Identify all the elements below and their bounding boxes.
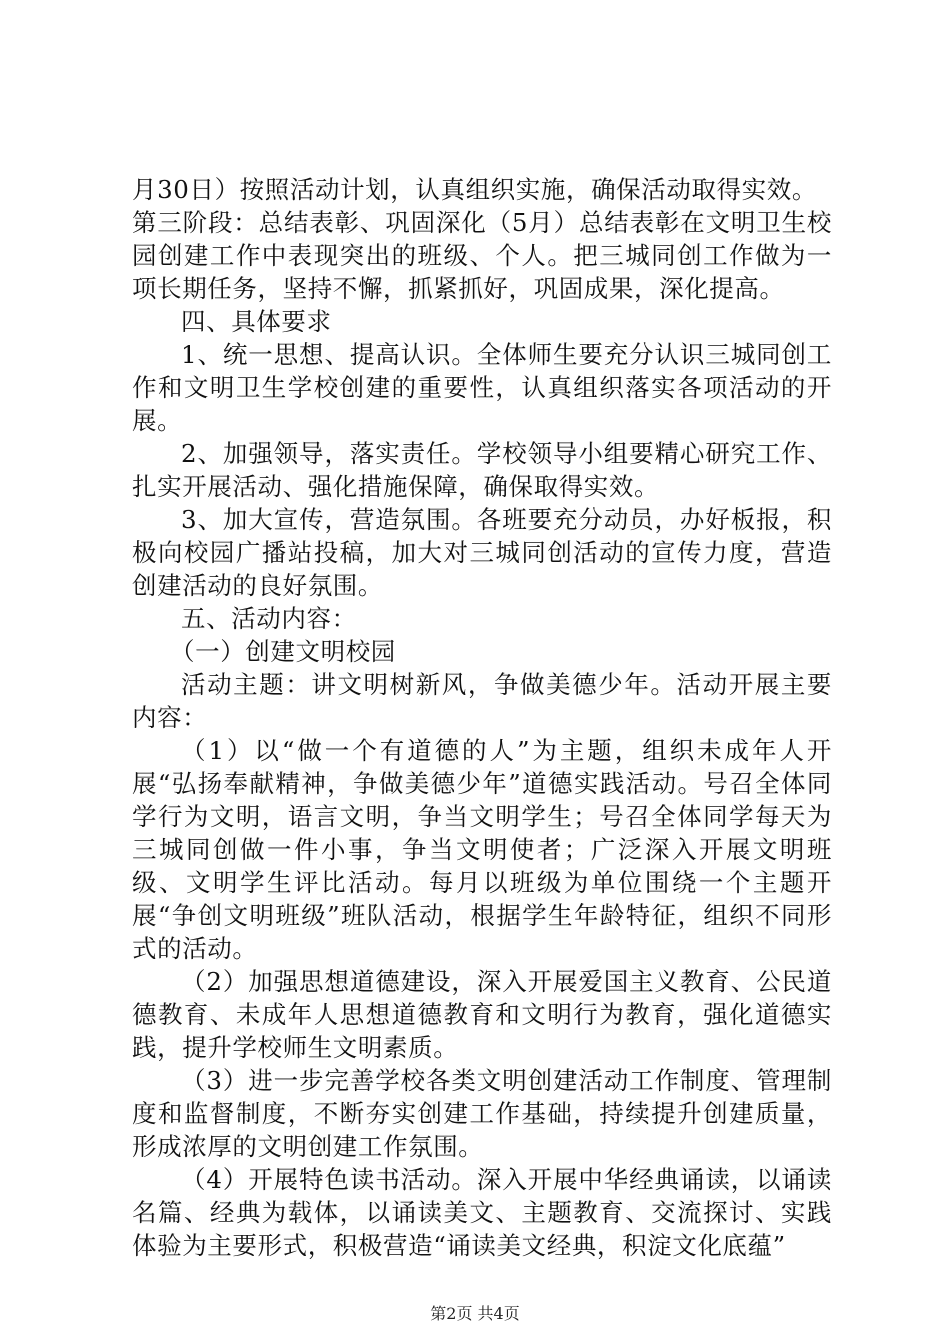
paragraph-continuation: 月30日）按照活动计划，认真组织实施，确保活动取得实效。	[132, 175, 817, 204]
paragraph-requirement-1: 1、统一思想、提高认识。全体师生要充分认识三城同创工作和文明卫生学校创建的重要性，认真组织落实各项活动的开展。	[132, 340, 832, 435]
page-number-footer: 第2页 共4页	[430, 1304, 520, 1323]
paragraph-item-2: （2）加强思想道德建设，深入开展爱国主义教育、公民道德教育、未成年人思想道德教育和文明行为教育，强化道德实践，提升学校师生文明素质。	[132, 967, 832, 1062]
paragraph-stage-three: 第三阶段：总结表彰、巩固深化（5月）总结表彰在文明卫生校园创建工作中表现突出的班级、个人。把三城同创工作做为一项长期任务，坚持不懈，抓紧抓好，巩固成果，深化提高。	[132, 208, 832, 303]
document-body	[132, 173, 832, 1262]
paragraph-item-1: （1）以“做一个有道德的人”为主题，组织未成年人开展“弘扬奉献精神，争做美德少年”道德实践活动。号召全体同学行为文明，语言文明，争当文明学生；号召全体同学每天为三城同创做一件小事，争当文明使者；广泛深入开展文明班级、文明学生评比活动。每月以班级为单位围绕一个主题开展“争创文明班级”班队活动，根据学生年龄特征，组织不同形式的活动。	[132, 736, 832, 963]
section-heading-activities: 五、活动内容：	[181, 604, 357, 633]
section-heading-requirements: 四、具体要求	[181, 307, 332, 336]
paragraph-requirement-2: 2、加强领导，落实责任。学校领导小组要精心研究工作、扎实开展活动、强化措施保障，确保取得实效。	[132, 439, 832, 501]
paragraph-item-4: （4）开展特色读书活动。深入开展中华经典诵读，以诵读名篇、经典为载体，以诵读美文、主题教育、交流探讨、实践体验为主要形式，积极营造“诵读美文经典，积淀文化底蕴”	[132, 1165, 832, 1260]
subheading-civilized-campus: （一）创建文明校园	[170, 637, 396, 666]
paragraph-activity-theme: 活动主题：讲文明树新风，争做美德少年。活动开展主要内容：	[132, 670, 832, 732]
paragraph-requirement-3: 3、加大宣传，营造氛围。各班要充分动员，办好板报，积极向校园广播站投稿，加大对三城同创活动的宣传力度，营造创建活动的良好氛围。	[132, 505, 832, 600]
paragraph-item-3: （3）进一步完善学校各类文明创建活动工作制度、管理制度和监督制度，不断夯实创建工作基础，持续提升创建质量，形成浓厚的文明创建工作氛围。	[132, 1066, 832, 1161]
